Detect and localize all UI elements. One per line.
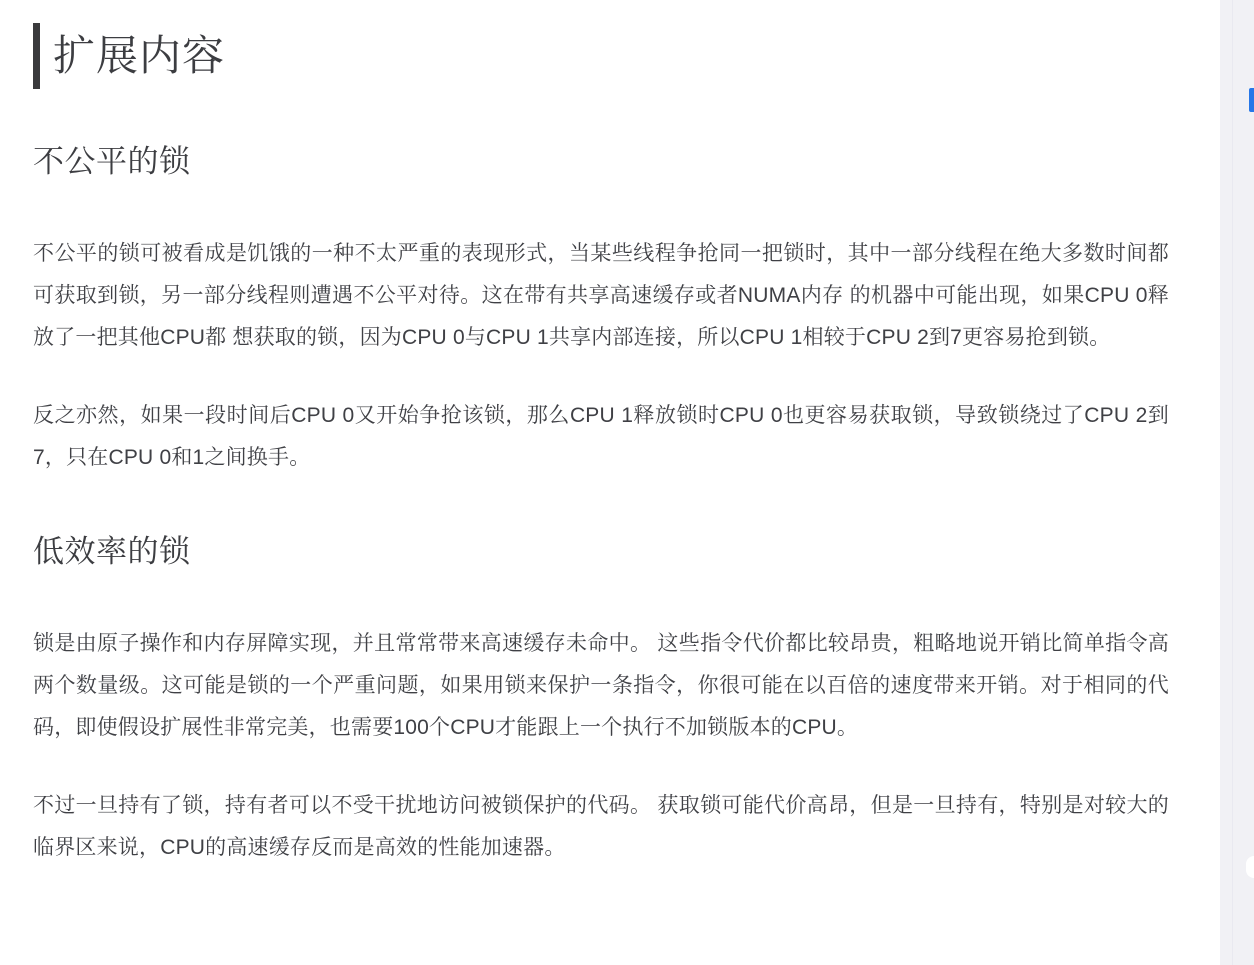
scroll-indicator-thumb[interactable] [1249,88,1254,112]
page-title: 扩展内容 [53,32,226,79]
paragraph-inefficient-lock-1: 锁是由原子操作和内存屏障实现，并且常常带来高速缓存未命中。 这些指令代价都比较昂贵，粗略地说开销比简单指令高两个数量级。这可能是锁的一个严重问题，如果用锁来保护一条指令，你很可能在以百倍的速度带来开销。对于相同的代码，即使假设扩展性非常完美，也需要100个CPU才能跟上一个执行不加锁版本的CPU。 [33,631,1169,739]
scrollbar-track[interactable] [1220,0,1254,965]
section-heading-inefficient-lock: 低效率的锁 [33,533,191,569]
floating-button-partial[interactable] [1246,856,1254,878]
section-heading-unfair-lock: 不公平的锁 [33,144,191,179]
article-content [33,0,1169,869]
paragraph-unfair-lock-1: 不公平的锁可被看成是饥饿的一种不太严重的表现形式，当某些线程争抢同一把锁时，其中一部分线程在绝大多数时间都可获取到锁，另一部分线程则遭遇不公平对待。这在带有共享高速缓存或者NUMA内存 的机器中可能出现，如果CPU 0释放了一把其他CPU都 想获取的锁，因为CPU 0与CPU 1共享内部连接，所以CPU 1相较于CPU 2到7更容易抢到锁。 [33,241,1169,349]
scrollbar-track-divider [1232,0,1233,965]
page-title-row [33,23,1169,89]
title-accent-bar [33,23,40,89]
paragraph-inefficient-lock-2: 不过一旦持有了锁，持有者可以不受干扰地访问被锁保护的代码。 获取锁可能代价高昂，但是一旦持有，特别是对较大的临界区来说，CPU的高速缓存反而是高效的性能加速器。 [33,793,1169,859]
paragraph-unfair-lock-2: 反之亦然，如果一段时间后CPU 0又开始争抢该锁，那么CPU 1释放锁时CPU 0也更容易获取锁，导致锁绕过了CPU 2到 7，只在CPU 0和1之间换手。 [33,403,1169,469]
